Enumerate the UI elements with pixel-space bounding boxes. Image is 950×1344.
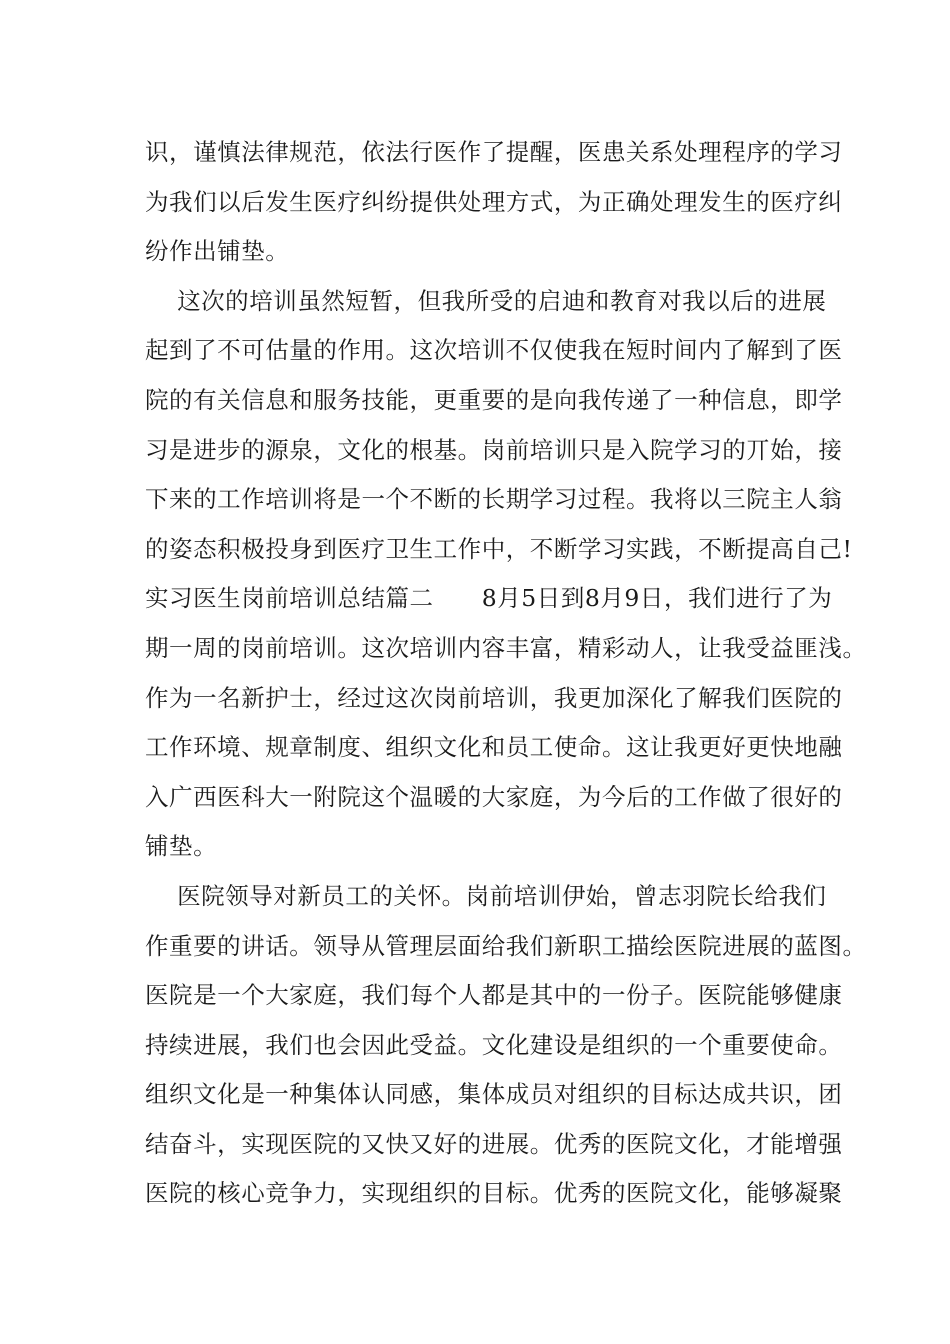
body-text — [145, 134, 867, 1225]
text-line: 持续进展，我们也会因此受益。文化建设是组织的一个重要使命。 — [145, 1030, 843, 1059]
text-line: 工作环境、规章制度、组织文化和员工使命。这让我更好更快地融 — [145, 733, 843, 762]
text-line: 的姿态积极投身到医疗卫生工作中，不断学习实践，不断提高自己! — [145, 534, 853, 563]
text-line: 起到了不可估量的作用。这次培训不仅使我在短时间内了解到了医 — [145, 336, 843, 365]
text-line: 医院是一个大家庭，我们每个人都是其中的一份子。医院能够健康 — [145, 981, 843, 1010]
text-line: 结奋斗，实现医院的又快又好的进展。优秀的医院文化，才能增强 — [145, 1129, 843, 1158]
text-line: 下来的工作培训将是一个不断的长期学习过程。我将以三院主人翁 — [145, 485, 843, 514]
section-heading-line: 实习医生岗前培训总结篇二 8月5日到8月9日，我们进行了为 — [145, 584, 833, 613]
text-line: 入广西医科大一附院这个温暖的大家庭，为今后的工作做了很好的 — [145, 782, 843, 811]
text-line: 识，谨慎法律规范，依法行医作了提醒，医患关系处理程序的学习 — [145, 138, 843, 166]
text-line: 这次的培训虽然短暂，但我所受的启迪和教育对我以后的进展 — [145, 286, 827, 315]
text-line: 作为一名新护士，经过这次岗前培训，我更加深化了解我们医院的 — [145, 683, 843, 712]
text-line: 医院领导对新员工的关怀。岗前培训伊始，曾志羽院长给我们 — [145, 881, 827, 910]
text-line: 纷作出铺垫。 — [145, 237, 290, 266]
text-line: 组织文化是一种集体认同感，集体成员对组织的目标达成共识，团 — [145, 1080, 843, 1109]
text-line: 医院的核心竞争力，实现组织的目标。优秀的医院文化，能够凝聚 — [145, 1179, 843, 1208]
text-line: 铺垫。 — [145, 832, 218, 861]
text-line: 期一周的岗前培训。这次培训内容丰富，精彩动人，让我受益匪浅。 — [145, 633, 867, 662]
text-line: 习是进步的源泉，文化的根基。岗前培训只是入院学习的丌始，接 — [145, 435, 843, 464]
text-line: 院的有关信息和服务技能，更重要的是向我传递了一种信息，即学 — [145, 385, 843, 414]
text-line: 为我们以后发生医疗纠纷提供处理方式，为正确处理发生的医疗纠 — [145, 187, 843, 216]
text-line: 作重要的讲话。领导从管理层面给我们新职工描绘医院进展的蓝图。 — [145, 931, 867, 960]
